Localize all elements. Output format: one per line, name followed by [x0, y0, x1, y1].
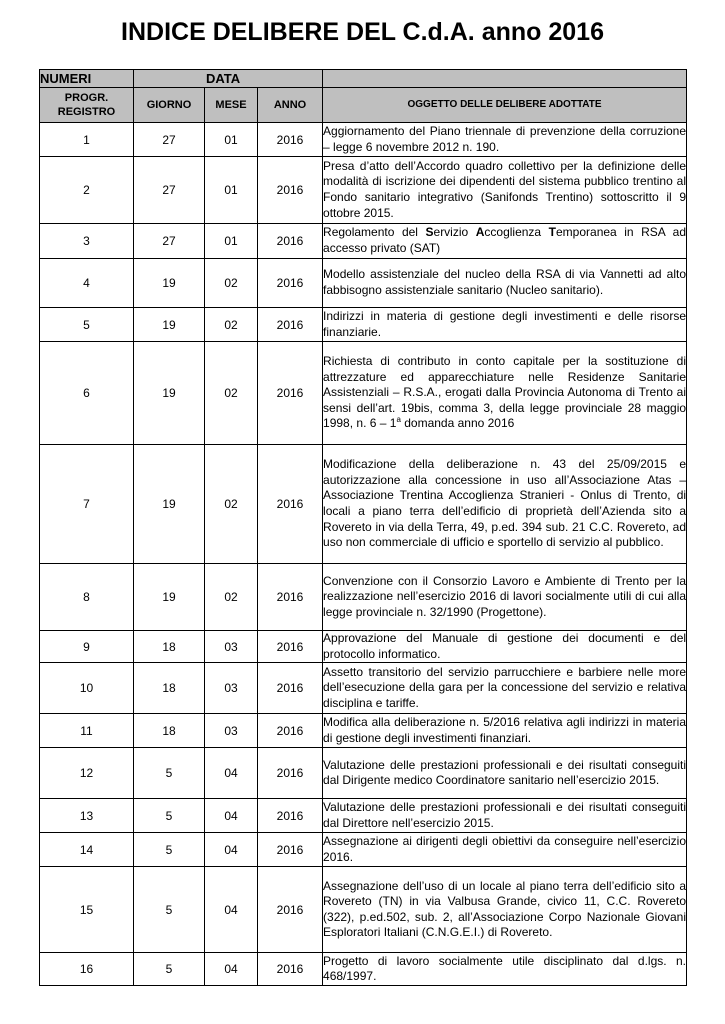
- cell-anno: 2016: [258, 157, 323, 224]
- cell-anno: 2016: [258, 799, 323, 833]
- cell-giorno: 18: [134, 663, 205, 714]
- cell-mese: 04: [205, 867, 258, 953]
- cell-numero: 10: [40, 663, 134, 714]
- cell-oggetto: Indirizzi in materia di gestione degli investimenti e delle risorse finanziarie.: [323, 308, 687, 342]
- cell-giorno: 19: [134, 259, 205, 308]
- cell-anno: 2016: [258, 259, 323, 308]
- cell-numero: 16: [40, 953, 134, 986]
- oggetto-text: ccoglienza: [484, 225, 549, 240]
- cell-anno: 2016: [258, 445, 323, 564]
- cell-numero: 2: [40, 157, 134, 224]
- cell-mese: 02: [205, 564, 258, 631]
- cell-oggetto: Assetto transitorio del servizio parrucchiere e barbiere nelle more dell’esecuzione della gara per la concessione del servizio e relativa disciplina e tariffe.: [323, 663, 687, 714]
- cell-oggetto: Progetto di lavoro socialmente utile disciplinato dal d.lgs. n. 468/1997.: [323, 953, 687, 986]
- oggetto-text: ervizio: [433, 225, 476, 240]
- cell-numero: 11: [40, 714, 134, 748]
- cell-giorno: 5: [134, 953, 205, 986]
- cell-giorno: 19: [134, 342, 205, 445]
- table-row: [40, 833, 687, 867]
- cell-mese: 04: [205, 833, 258, 867]
- table-row: [40, 631, 687, 663]
- header-data: DATA: [134, 70, 323, 88]
- header-numeri: NUMERI: [40, 70, 134, 88]
- cell-numero: 3: [40, 224, 134, 259]
- cell-numero: 9: [40, 631, 134, 663]
- cell-mese: 02: [205, 259, 258, 308]
- cell-oggetto: Valutazione delle prestazioni professionali e dei risultati conseguiti dal Dirigente medico Coordinatore sanitario nell’esercizio 2015.: [323, 748, 687, 799]
- cell-numero: 4: [40, 259, 134, 308]
- cell-anno: 2016: [258, 833, 323, 867]
- oggetto-text: emporanea in RSA ad accesso privato (SAT): [323, 225, 687, 255]
- header-oggetto: OGGETTO DELLE DELIBERE ADOTTATE: [323, 88, 687, 123]
- cell-anno: 2016: [258, 123, 323, 157]
- table-row: [40, 308, 687, 342]
- cell-oggetto: Presa d’atto dell’Accordo quadro collettivo per la definizione delle modalità di iscrizione dei dipendenti del sistema pubblico trentino al Fondo sanitario integrativo (Sanifonds Trentino) sottoscritto il 9 ottobre 2015.: [323, 157, 687, 224]
- oggetto-bold-letter: S: [425, 225, 434, 240]
- header-giorno: GIORNO: [134, 88, 205, 123]
- cell-giorno: 27: [134, 157, 205, 224]
- cell-mese: 04: [205, 748, 258, 799]
- cell-numero: 6: [40, 342, 134, 445]
- header-anno: ANNO: [258, 88, 323, 123]
- cell-oggetto: Assegnazione ai dirigenti degli obiettivi da conseguire nell’esercizio 2016.: [323, 833, 687, 867]
- cell-anno: 2016: [258, 224, 323, 259]
- cell-numero: 1: [40, 123, 134, 157]
- cell-mese: 04: [205, 799, 258, 833]
- cell-numero: 8: [40, 564, 134, 631]
- table-row: [40, 748, 687, 799]
- cell-numero: 15: [40, 867, 134, 953]
- cell-giorno: 5: [134, 833, 205, 867]
- header-row-columns: [40, 88, 687, 123]
- table-row: [40, 953, 687, 986]
- cell-giorno: 19: [134, 308, 205, 342]
- cell-giorno: 5: [134, 748, 205, 799]
- table-row: [40, 157, 687, 224]
- cell-anno: 2016: [258, 342, 323, 445]
- cell-anno: 2016: [258, 663, 323, 714]
- oggetto-text: domanda anno 2016: [400, 416, 515, 431]
- cell-mese: 03: [205, 714, 258, 748]
- cell-mese: 01: [205, 123, 258, 157]
- table-row: [40, 445, 687, 564]
- cell-numero: 7: [40, 445, 134, 564]
- cell-anno: 2016: [258, 867, 323, 953]
- cell-mese: 04: [205, 953, 258, 986]
- table-row: [40, 224, 687, 259]
- table-row: [40, 342, 687, 445]
- cell-giorno: 18: [134, 714, 205, 748]
- cell-oggetto: Assegnazione dell’uso di un locale al piano terra dell’edificio sito a Rovereto (TN) in via Valbusa Grande, civico 11, C.C. Rovereto (322), p.ed.502, sub. 2, all’Associazione Corpo Nazionale Giovani Esploratori Italiani (C.N.G.E.I.) di Rovereto.: [323, 867, 687, 953]
- header-progr-label: PROGR.: [64, 92, 109, 104]
- cell-giorno: 19: [134, 445, 205, 564]
- cell-oggetto: [323, 224, 687, 259]
- cell-giorno: 5: [134, 867, 205, 953]
- table-row: [40, 799, 687, 833]
- cell-oggetto: Modello assistenziale del nucleo della RSA di via Vannetti ad alto fabbisogno assistenziale sanitario (Nucleo sanitario).: [323, 259, 687, 308]
- cell-anno: 2016: [258, 953, 323, 986]
- page-title: INDICE DELIBERE DEL C.d.A. anno 2016: [121, 18, 604, 46]
- cell-anno: 2016: [258, 631, 323, 663]
- cell-numero: 14: [40, 833, 134, 867]
- cell-giorno: 5: [134, 799, 205, 833]
- cell-mese: 02: [205, 445, 258, 564]
- cell-giorno: 19: [134, 564, 205, 631]
- cell-oggetto: Modifica alla deliberazione n. 5/2016 relativa agli indirizzi in materia di gestione degli investimenti finanziari.: [323, 714, 687, 748]
- table-row: [40, 259, 687, 308]
- cell-anno: 2016: [258, 308, 323, 342]
- cell-giorno: 18: [134, 631, 205, 663]
- oggetto-bold-letter: T: [548, 225, 556, 240]
- cell-anno: 2016: [258, 564, 323, 631]
- cell-mese: 02: [205, 342, 258, 445]
- table-row: [40, 123, 687, 157]
- header-progr-registro: [40, 88, 134, 123]
- oggetto-bold-letter: A: [475, 225, 485, 240]
- cell-giorno: 27: [134, 123, 205, 157]
- cell-oggetto: [323, 342, 687, 445]
- cell-anno: 2016: [258, 748, 323, 799]
- cell-oggetto: Aggiornamento del Piano triennale di prevenzione della corruzione – legge 6 novembre 2012 n. 190.: [323, 123, 687, 157]
- cell-mese: 03: [205, 631, 258, 663]
- header-registro-label: REGISTRO: [57, 106, 116, 118]
- table-row: [40, 867, 687, 953]
- table-row: [40, 663, 687, 714]
- cell-oggetto: Convenzione con il Consorzio Lavoro e Ambiente di Trento per la realizzazione nell’esercizio 2016 di lavori socialmente utili di cui alla legge provinciale n. 32/1990 (Progettone).: [323, 564, 687, 631]
- cell-numero: 12: [40, 748, 134, 799]
- header-row-top: [40, 70, 687, 88]
- cell-numero: 13: [40, 799, 134, 833]
- cell-oggetto: Modificazione della deliberazione n. 43 del 25/09/2015 e autorizzazione alla concessione in uso all’Associazione Atas – Associazione Trentina Accoglienza Stranieri - Onlus di Trento, di locali a piano terra dell’edificio di proprietà dell’Azienda sito a Rovereto in via della Terra, 49, p.ed. 394 sub. 21 C.C. Rovereto, ad uso non commerciale di ufficio e sportello di servizio al pubblico.: [323, 445, 687, 564]
- cell-oggetto: Valutazione delle prestazioni professionali e dei risultati conseguiti dal Direttore nell’esercizio 2015.: [323, 799, 687, 833]
- cell-giorno: 27: [134, 224, 205, 259]
- header-mese: MESE: [205, 88, 258, 123]
- cell-mese: 01: [205, 224, 258, 259]
- cell-oggetto: Approvazione del Manuale di gestione dei documenti e del protocollo informatico.: [323, 631, 687, 663]
- table-row: [40, 564, 687, 631]
- cell-anno: 2016: [258, 714, 323, 748]
- cell-numero: 5: [40, 308, 134, 342]
- header-blank: [323, 70, 687, 88]
- oggetto-text: Regolamento del: [323, 225, 426, 240]
- cell-mese: 03: [205, 663, 258, 714]
- delibere-table: [39, 69, 687, 986]
- oggetto-superscript: a: [396, 415, 401, 425]
- table-row: [40, 714, 687, 748]
- cell-mese: 02: [205, 308, 258, 342]
- cell-mese: 01: [205, 157, 258, 224]
- oggetto-text: Richiesta di contributo in conto capitale per la sostituzione di attrezzature ed apparecchiature nelle Residenze Sanitarie Assistenziali – R.S.A., erogati dalla Provincia Autonoma di Trento ai sensi dell’art. 19bis, comma 3, della legge provinciale 28 maggio 1998, n. 6 – 1: [323, 354, 687, 431]
